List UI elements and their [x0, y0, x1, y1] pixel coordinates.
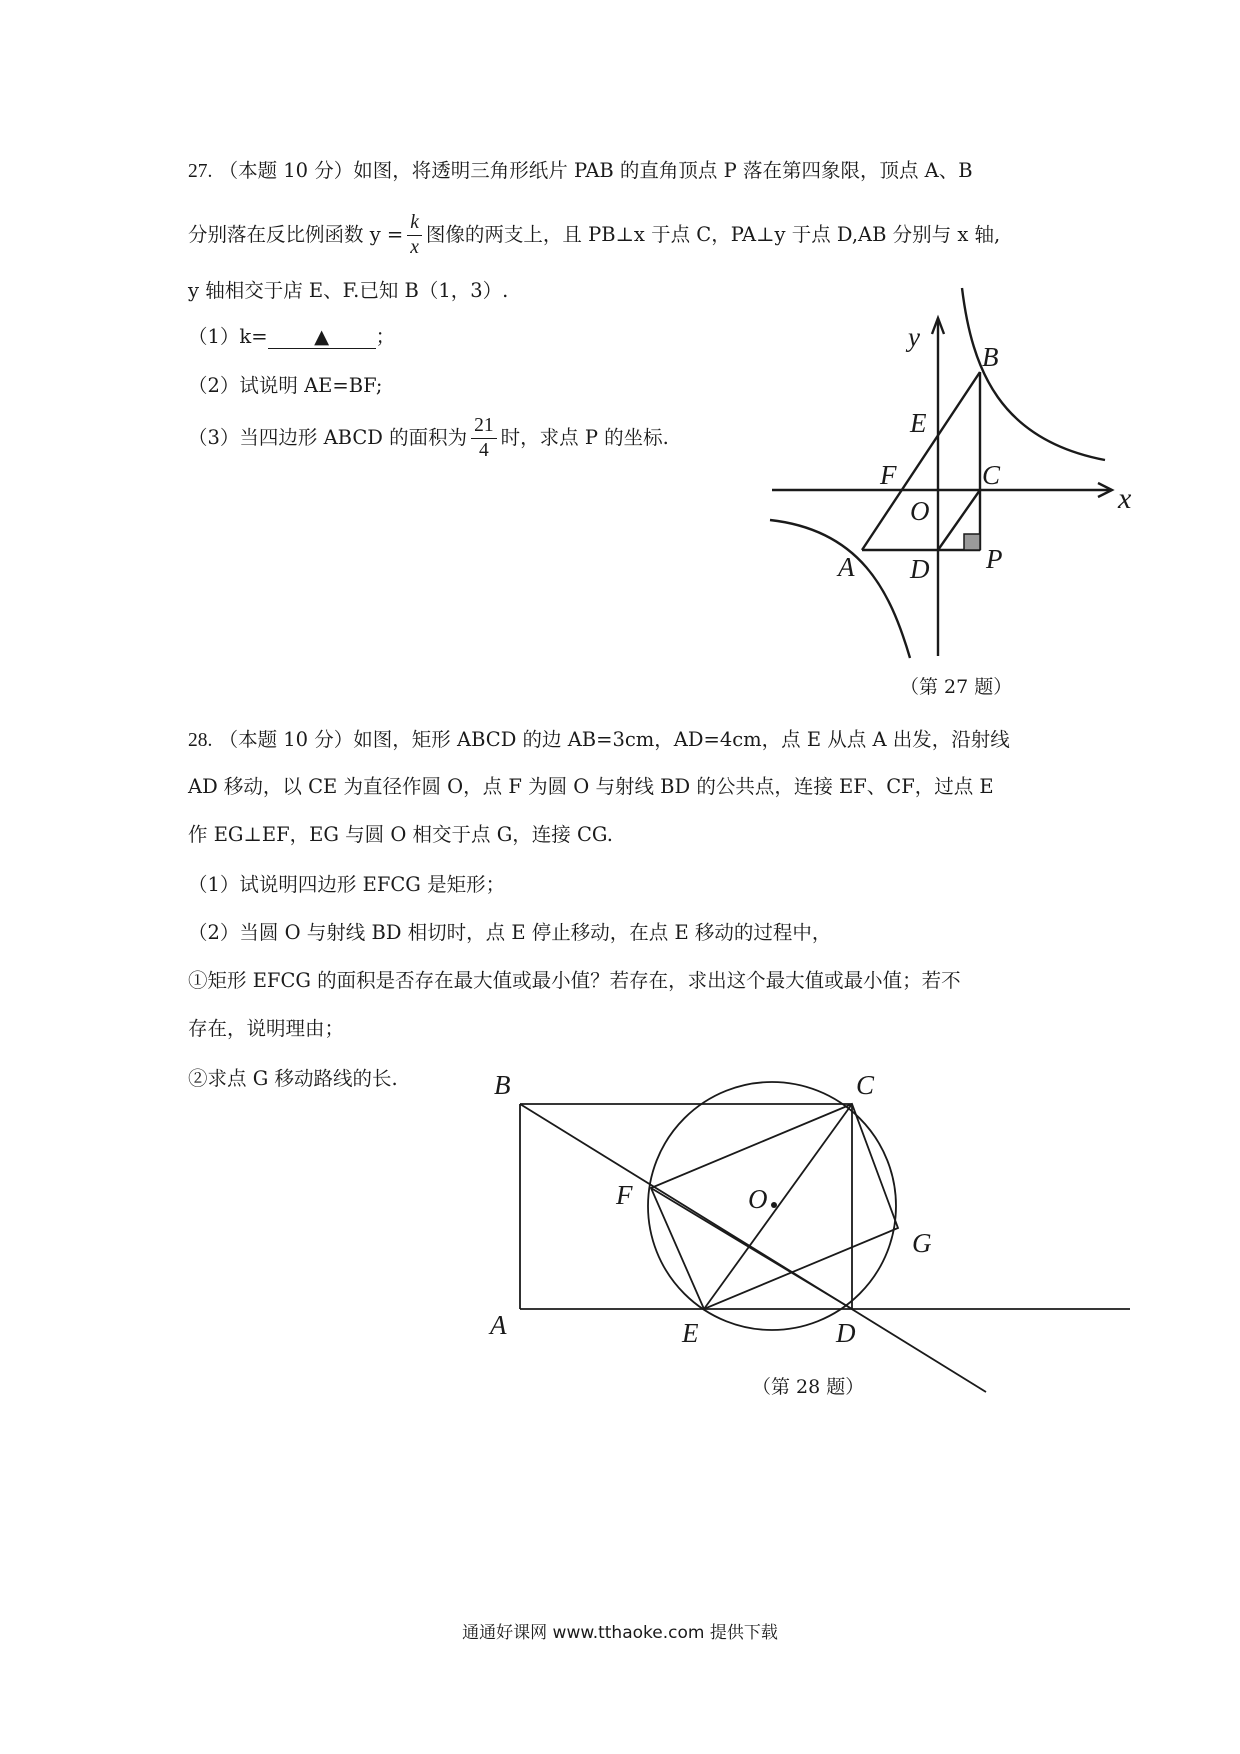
- label-A: A: [490, 1310, 507, 1340]
- q27-number: 27.: [188, 161, 213, 182]
- q28-part-2: （2）当圆 O 与射线 BD 相切时，点 E 停止移动，在点 E 移动的过程中，: [188, 921, 832, 944]
- label-B: B: [982, 342, 999, 372]
- label-C: C: [856, 1070, 875, 1100]
- q27-part-1-label: （1）k=: [188, 325, 268, 348]
- q28-part-1: （1）试说明四边形 EFCG 是矩形；: [188, 873, 506, 896]
- q28-caption: （第 28 题）: [752, 1376, 865, 1398]
- q28-stem-line-3: 作 EG⊥EF，EG 与圆 O 相交于点 G，连接 CG.: [188, 823, 613, 846]
- label-D: D: [836, 1318, 856, 1348]
- label-F: F: [880, 460, 897, 490]
- label-O: O: [748, 1184, 768, 1214]
- triangle-icon: ▲: [314, 325, 330, 348]
- q27-stem-line-3: y 轴相交于店 E、F.已知 B（1，3）.: [188, 279, 509, 302]
- q27-caption: （第 27 题）: [900, 676, 1013, 698]
- fraction-denominator: 4: [479, 439, 489, 461]
- q28-stem-line-1: 如图，矩形 ABCD 的边 AB=3cm，AD=4cm，点 E 从点 A 出发，沿射线: [353, 728, 1010, 751]
- label-B: B: [494, 1070, 511, 1100]
- label-P: P: [986, 544, 1003, 574]
- q27-part-2: （2）试说明 AE=BF;: [188, 374, 383, 397]
- label-A: A: [838, 552, 855, 582]
- label-F: F: [616, 1180, 633, 1210]
- label-G: G: [912, 1228, 932, 1258]
- label-y: y: [908, 322, 920, 352]
- q27-part-3a: （3）当四边形 ABCD 的面积为: [188, 426, 468, 449]
- label-O: O: [910, 496, 930, 526]
- label-E: E: [682, 1318, 699, 1348]
- q28-part-2-i-a: ①矩形 EFCG 的面积是否存在最大值或最小值？若存在，求出这个最大值或最小值；若不: [188, 969, 961, 992]
- label-E: E: [910, 408, 927, 438]
- q27-stem-line-1: 如图，将透明三角形纸片 PAB 的直角顶点 P 落在第四象限，顶点 A、B: [353, 159, 973, 182]
- label-C: C: [982, 460, 1001, 490]
- label-x: x: [1118, 482, 1132, 515]
- fraction-numerator: k: [407, 211, 422, 236]
- q28-part-2-ii: ②求点 G 移动路线的长.: [188, 1067, 398, 1090]
- q27-stem-line-2a: 分别落在反比例函数 y =: [188, 223, 404, 246]
- footer-source-text: 通通好课网 www.tthaoke.com 提供下载: [462, 1623, 778, 1643]
- fraction-numerator: 21: [471, 414, 497, 439]
- q28-stem-line-2: AD 移动，以 CE 为直径作圆 O，点 F 为圆 O 与射线 BD 的公共点，连接 EF、CF，过点 E: [188, 775, 994, 798]
- q27-score: （本题 10 分）: [218, 159, 354, 182]
- q27-stem-line-2b: 图像的两支上，且 PB⊥x 于点 C，PA⊥y 于点 D,AB 分别与 x 轴,: [425, 223, 1001, 246]
- q28-number: 28.: [188, 730, 213, 751]
- fraction-denominator: x: [410, 236, 419, 258]
- label-D: D: [910, 554, 930, 584]
- q27-part-3b: 时，求点 P 的坐标.: [500, 426, 669, 449]
- q28-score: （本题 10 分）: [218, 728, 354, 751]
- q27-part-1-end: ；: [375, 325, 396, 348]
- center-O-point: [771, 1202, 777, 1208]
- q28-part-2-i-b: 存在，说明理由；: [188, 1017, 345, 1040]
